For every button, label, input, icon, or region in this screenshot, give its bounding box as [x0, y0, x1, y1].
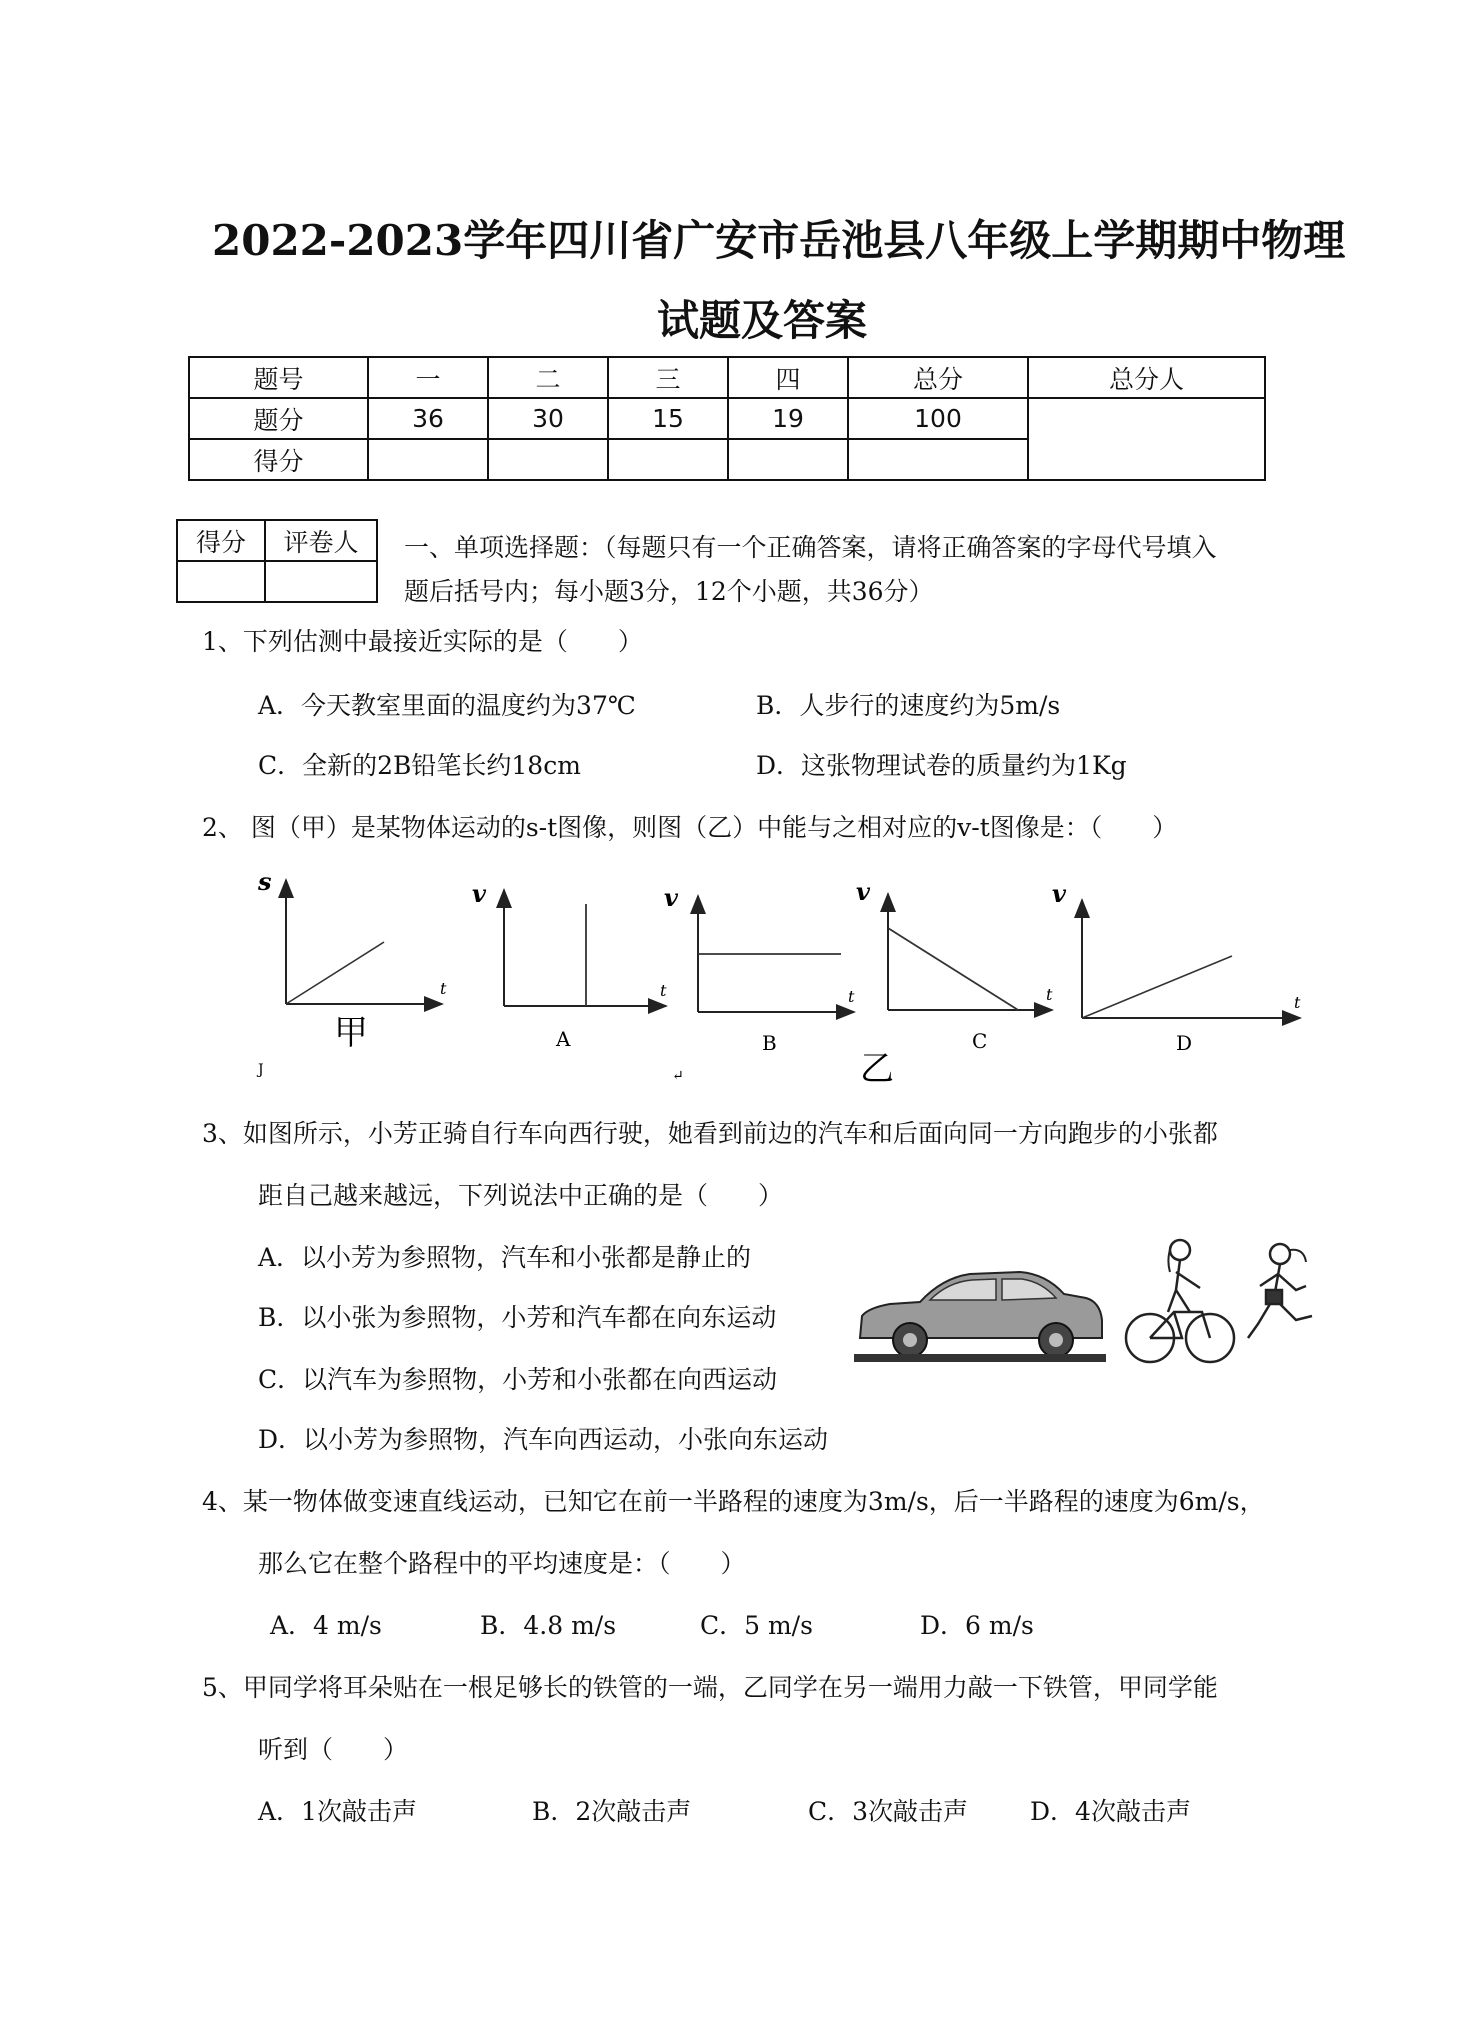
row-label-score: 得分 [189, 439, 368, 480]
column-header: 三 [608, 357, 728, 398]
caption-c: C [972, 1029, 988, 1053]
q1-option-b: B．人步行的速度约为5m/s [756, 691, 1061, 720]
page-title-line2: 试题及答案 [657, 296, 868, 345]
grader-name-label: 评卷人 [265, 520, 377, 561]
graph-c [856, 877, 1053, 1053]
graph-a [472, 879, 667, 1051]
question-4-stem: 4、某一物体做变速直线运动，已知它在前一半路程的速度为3m/s，后一半路程的速度为6m/s， [202, 1487, 1265, 1516]
q3-option-c: C．以汽车为参照物，小芳和小张都在向西运动 [258, 1365, 778, 1394]
q1-option-a: A．今天教室里面的温度约为37℃ [258, 691, 636, 720]
s-t-line [286, 942, 384, 1004]
caption-a: A [556, 1027, 571, 1051]
axis-label-s: s [258, 867, 272, 896]
points-cell: 19 [728, 398, 848, 439]
grader-name-cell [265, 561, 377, 602]
axis-label-v: v [472, 879, 486, 908]
score-table [188, 356, 1266, 481]
scorer-cell [1028, 398, 1265, 480]
page-title: 2022-2023学年四川省广安市岳池县八年级上学期期中物理 [212, 216, 1346, 265]
score-cell [608, 439, 728, 480]
caption-jia: 甲 [334, 1013, 368, 1053]
points-cell: 36 [368, 398, 488, 439]
q5-option-b: B．2次敲击声 [532, 1797, 692, 1826]
grader-score-label: 得分 [177, 520, 265, 561]
grader-box [176, 519, 378, 603]
column-header: 二 [488, 357, 608, 398]
column-header: 总分 [848, 357, 1028, 398]
q2-figure [256, 858, 1316, 1090]
score-cell [728, 439, 848, 480]
q3-option-a: A．以小芳为参照物，汽车和小张都是静止的 [258, 1243, 752, 1272]
graph-b [664, 883, 894, 1089]
points-cell: 30 [488, 398, 608, 439]
points-cell: 100 [848, 398, 1028, 439]
section-heading-cont: 题后括号内；每小题3分，12个小题，共36分） [404, 577, 934, 606]
axis-label-t: t [1294, 993, 1301, 1012]
question-1-stem: 1、下列估测中最接近实际的是（ ） [202, 627, 643, 656]
question-4-stem-cont: 那么它在整个路程中的平均速度是：（ ） [258, 1549, 746, 1578]
caption-b: B [762, 1031, 777, 1055]
stray-mark: ↵ [672, 1068, 684, 1084]
q5-option-a: A．1次敲击声 [258, 1797, 417, 1826]
axis-label-v: v [856, 877, 870, 906]
grader-score-cell [177, 561, 265, 602]
question-5-stem: 5、甲同学将耳朵贴在一根足够长的铁管的一端，乙同学在另一端用力敲一下铁管，甲同学能 [202, 1673, 1218, 1702]
axis-label-t: t [660, 981, 667, 1000]
section-heading: 一、单项选择题：（每题只有一个正确答案，请将正确答案的字母代号填入 [404, 533, 1217, 562]
q4-option-a: A．4 m/s [270, 1611, 382, 1640]
row-label-number: 题号 [189, 357, 368, 398]
score-cell [368, 439, 488, 480]
stray-mark: J [258, 1062, 264, 1078]
axis-label-t: t [848, 987, 855, 1006]
caption-yi: 乙 [860, 1049, 894, 1089]
scorer-header: 总分人 [1028, 357, 1265, 398]
q3-option-d: D．以小芳为参照物，汽车向西运动，小张向东运动 [258, 1425, 829, 1454]
cyclist-illustration [1126, 1240, 1234, 1362]
column-header: 一 [368, 357, 488, 398]
q4-option-c: C．5 m/s [700, 1611, 813, 1640]
runner-illustration [1248, 1244, 1312, 1338]
axis-label-t: t [1046, 985, 1053, 1004]
caption-d: D [1176, 1031, 1193, 1055]
question-3-stem-cont: 距自己越来越远，下列说法中正确的是（ ） [258, 1181, 784, 1210]
question-3-stem: 3、如图所示，小芳正骑自行车向西行驶，她看到前边的汽车和后面向同一方向跑步的小张都 [202, 1119, 1218, 1148]
question-2-stem: 2、 图（甲）是某物体运动的s-t图像，则图（乙）中能与之相对应的v-t图像是：（ ） [202, 813, 1178, 842]
score-cell [488, 439, 608, 480]
q1-option-c: C．全新的2B铅笔长约18cm [258, 751, 581, 780]
score-cell [848, 439, 1028, 480]
axis-label-v: v [1052, 879, 1066, 908]
graph-d [1052, 879, 1301, 1055]
v-t-line [1082, 956, 1232, 1018]
axis-label-v: v [664, 883, 678, 912]
q5-option-d: D．4次敲击声 [1030, 1797, 1191, 1826]
q1-option-d: D．这张物理试卷的质量约为1Kg [756, 751, 1127, 780]
column-header: 四 [728, 357, 848, 398]
row-label-points: 题分 [189, 398, 368, 439]
v-t-line [888, 928, 1018, 1010]
q3-option-b: B．以小张为参照物，小芳和汽车都在向东运动 [258, 1303, 777, 1332]
q4-option-b: B．4.8 m/s [480, 1611, 617, 1640]
points-cell: 15 [608, 398, 728, 439]
car-illustration [854, 1272, 1106, 1362]
q4-option-d: D．6 m/s [920, 1611, 1034, 1640]
axis-label-t: t [440, 979, 447, 998]
question-5-stem-cont: 听到（ ） [258, 1735, 409, 1764]
q5-option-c: C．3次敲击声 [808, 1797, 969, 1826]
graph-jia [256, 867, 447, 1078]
q3-illustration [850, 1228, 1320, 1378]
